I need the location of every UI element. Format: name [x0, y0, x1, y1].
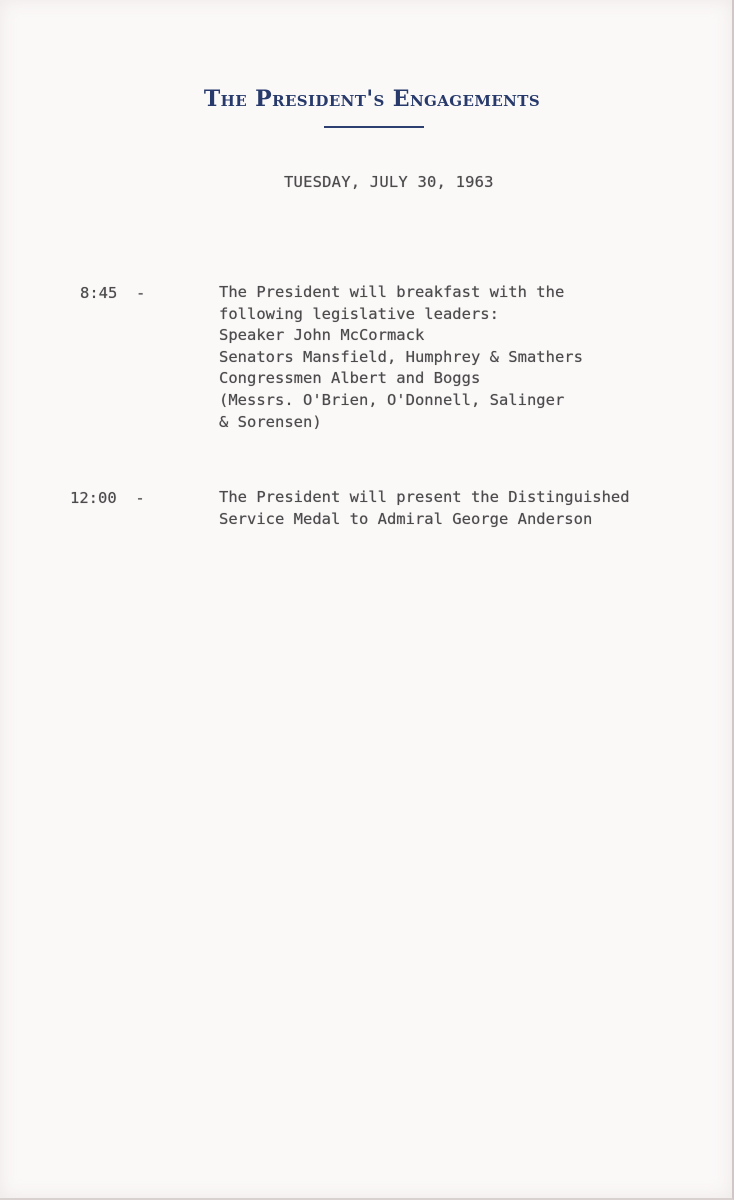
entry-time: 12:00 -	[70, 489, 145, 507]
document-heading: The President's Engagements	[203, 86, 541, 112]
entry-line: following legislative leaders:	[219, 304, 499, 323]
entry-line: Congressmen Albert and Boggs	[219, 369, 481, 388]
entry-line: The President will present the Distinguished	[219, 488, 630, 506]
entry-description	[219, 487, 630, 530]
document-date: TUESDAY, JULY 30, 1963	[284, 173, 494, 191]
heading-underline	[324, 126, 424, 128]
entry-line: Speaker John McCormack	[219, 326, 425, 345]
entry-line: Service Medal to Admiral George Anderson	[219, 509, 593, 528]
entry-line: & Sorensen)	[219, 412, 322, 431]
entry-line: (Messrs. O'Brien, O'Donnell, Salinger	[219, 390, 565, 409]
entry-line: The President will breakfast with the	[219, 283, 565, 301]
entry-line: Senators Mansfield, Humphrey & Smathers	[219, 347, 583, 366]
entry-time: 8:45 -	[80, 284, 146, 302]
entry-description	[219, 282, 583, 433]
